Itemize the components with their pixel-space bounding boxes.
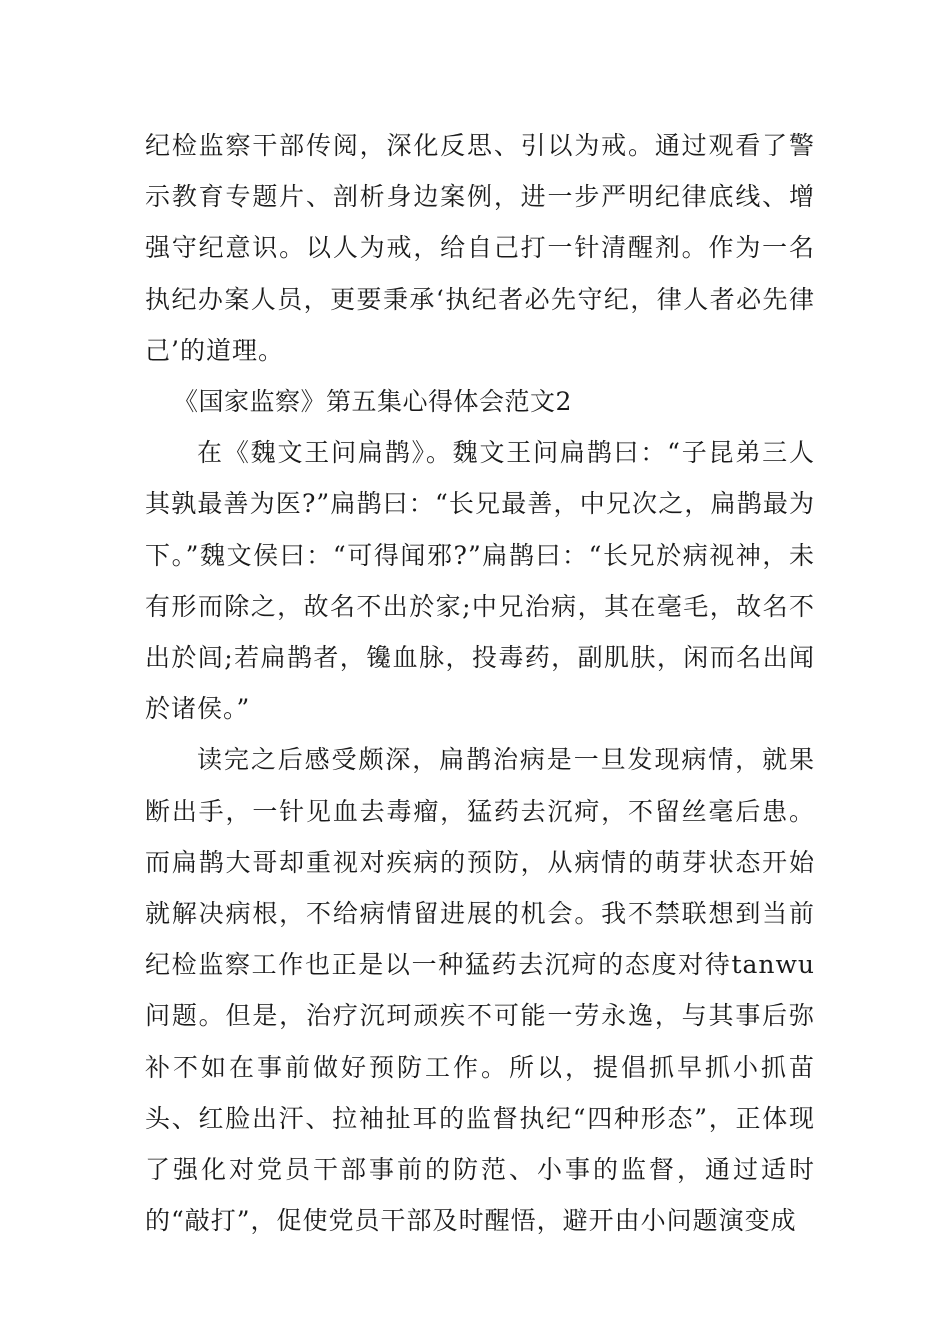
paragraph-continuation: 纪检监察干部传阅，深化反思、引以为戒。通过观看了警示教育专题片、剖析身边案例，进一步严明纪律底线、增强守纪意识。以人为戒，给自己打一针清醒剂。作为一名执纪办案人员，更要秉承‘执纪者必先守纪，律人者必先律己’的道理。 [145, 131, 815, 365]
section-heading: 《国家监察》第五集心得体会范文2 [173, 387, 572, 417]
paragraph-reflection: 读完之后感受颇深，扁鹊治病是一旦发现病情，就果断出手，一针见血去毒瘤，猛药去沉疴，不留丝毫后患。而扁鹊大哥却重视对疾病的预防，从病情的萌芽状态开始就解决病根，不给病情留进展的机会。我不禁联想到当前纪检监察工作也正是以一种猛药去沉疴的态度对待tanwu问题。但是，治疗沉珂顽疾不可能一劳永逸，与其事后弥补不如在事前做好预防工作。所以，提倡抓早抓小抓苗头、红脸出汗、拉袖扯耳的监督执纪“四种形态”，正体现了强化对党员干部事前的防范、小事的监督，通过适时的“敲打”，促使党员干部及时醒悟，避开由小问题演变成 [145, 745, 815, 1236]
paragraph-story: 在《魏文王问扁鹊》。魏文王问扁鹊曰：“子昆弟三人其孰最善为医?”扁鹊曰：“长兄最善，中兄次之，扁鹊最为下。”魏文侯曰：“可得闻邪?”扁鹊曰：“长兄於病视神，未有形而除之，故名不出於家;中兄治病，其在毫毛，故名不出於闾;若扁鹊者，镵血脉，投毒药，副肌肤，闲而名出闻於诸侯。” [145, 438, 815, 724]
document-page [145, 120, 815, 1246]
